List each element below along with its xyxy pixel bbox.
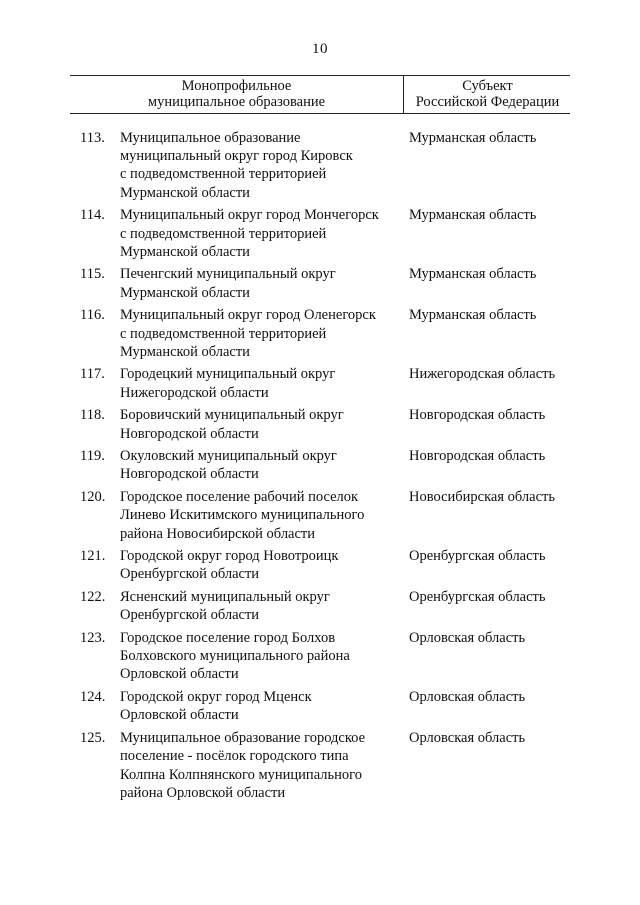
table-body [80, 129, 580, 806]
row-number: 125. [80, 730, 106, 747]
municipality-name-line: Окуловский муниципальный округ [120, 448, 337, 465]
municipality-name [120, 729, 405, 802]
municipality-name-line: Орловской области [120, 707, 239, 724]
header-municipality-column [70, 76, 404, 113]
municipality-name-line: Новгородской области [120, 425, 259, 442]
header-col2-line2: Российской Федерации [415, 94, 560, 110]
municipality-name-line: Муниципальное образование [120, 130, 301, 146]
municipality-name [120, 629, 405, 684]
row-number: 118. [80, 407, 105, 424]
row-number: 114. [80, 207, 105, 224]
municipality-name-line: с подведомственной территорией [120, 225, 327, 242]
municipality-name-line: муниципальный округ город Кировск [120, 148, 353, 165]
row-number: 124. [80, 689, 106, 706]
region-name: Мурманская область [409, 207, 537, 224]
region-name: Орловская область [409, 630, 526, 647]
region-name: Орловская область [409, 730, 526, 747]
region-name: Новгородская область [409, 448, 546, 465]
region-name: Мурманская область [409, 130, 537, 146]
municipality-name-line: Оренбургской области [120, 607, 260, 624]
table-row [80, 206, 580, 261]
municipality-name-line: Муниципальный округ город Оленегорск [120, 307, 376, 324]
municipality-name [120, 406, 405, 442]
row-number: 117. [80, 366, 105, 383]
row-number: 122. [80, 589, 106, 606]
region-name: Мурманская область [409, 266, 537, 283]
municipality-name-line: с подведомственной территорией [120, 166, 327, 183]
municipality-name [120, 306, 405, 361]
municipality-name-line: Городское поселение рабочий поселок [120, 489, 359, 506]
municipality-name-line: Городское поселение город Болхов [120, 630, 336, 647]
table-row [80, 688, 580, 724]
municipality-name [120, 365, 405, 401]
table-row [80, 629, 580, 684]
municipality-name-line: Болховского муниципального района [120, 648, 350, 665]
row-number: 119. [80, 448, 105, 465]
municipality-name-line: Городской округ город Новотроицк [120, 548, 339, 565]
municipality-name-line: Муниципальное образование городское [120, 730, 366, 747]
row-number: 116. [80, 307, 105, 324]
table-row [80, 588, 580, 624]
municipality-name-line: Орловской области [120, 666, 239, 683]
table-row [80, 365, 580, 401]
region-name: Новгородская область [409, 407, 546, 424]
table-row [80, 729, 580, 802]
municipality-name-line: Городецкий муниципальный округ [120, 366, 336, 383]
municipality-name-line: Нижегородской области [120, 384, 269, 401]
municipality-name [120, 265, 405, 301]
municipality-name-line: Ясненский муниципальный округ [120, 589, 330, 606]
row-number: 123. [80, 630, 106, 647]
region-name: Орловская область [409, 689, 526, 706]
municipality-name [120, 588, 405, 624]
table-row [80, 406, 580, 442]
table-row [80, 129, 580, 202]
region-name: Оренбургская область [409, 548, 546, 565]
municipality-name [120, 447, 405, 483]
municipality-name-line: Мурманской области [120, 243, 250, 260]
municipality-name-line: Боровичский муниципальный округ [120, 407, 344, 424]
table-row [80, 447, 580, 483]
table-row [80, 488, 580, 543]
municipality-name-line: Мурманской области [120, 343, 250, 360]
municipality-name-line: Печенгский муниципальный округ [120, 266, 336, 283]
region-name: Мурманская область [409, 307, 537, 324]
header-col1-line1: Монопрофильное [181, 78, 292, 94]
municipality-name-line: района Орловской области [120, 784, 286, 801]
table-row [80, 306, 580, 361]
municipality-name [120, 688, 405, 724]
municipality-name-line: поселение - посёлок городского типа [120, 748, 349, 765]
region-name: Нижегородская область [409, 366, 556, 383]
municipality-name-line: Городской округ город Мценск [120, 689, 312, 706]
municipality-name-line: Оренбургской области [120, 566, 260, 583]
region-name: Оренбургская область [409, 589, 546, 606]
municipality-name [120, 488, 405, 543]
municipality-name-line: района Новосибирской области [120, 525, 316, 542]
region-name: Новосибирская область [409, 489, 555, 506]
municipality-name-line: с подведомственной территорией [120, 325, 327, 342]
table-row [80, 265, 580, 301]
header-col1-line2: муниципальное образование [147, 94, 326, 110]
municipality-name-line: Линево Искитимского муниципального [120, 507, 365, 524]
municipality-name [120, 547, 405, 583]
municipality-name-line: Мурманской области [120, 184, 250, 201]
page-number: 10 [312, 41, 328, 57]
municipality-name-line: Муниципальный округ город Мончегорск [120, 207, 379, 224]
header-region-column [405, 76, 570, 113]
table-row [80, 547, 580, 583]
municipality-name [120, 206, 405, 261]
row-number: 121. [80, 548, 106, 565]
row-number: 120. [80, 489, 106, 506]
header-col2-line1: Субъект [462, 78, 513, 94]
table-header [70, 75, 570, 114]
municipality-name-line: Новгородской области [120, 466, 259, 483]
municipality-name-line: Колпна Колпнянского муниципального [120, 766, 362, 783]
row-number: 113. [80, 130, 105, 146]
row-number: 115. [80, 266, 105, 283]
municipality-name [120, 129, 405, 202]
municipality-name-line: Мурманской области [120, 284, 250, 301]
